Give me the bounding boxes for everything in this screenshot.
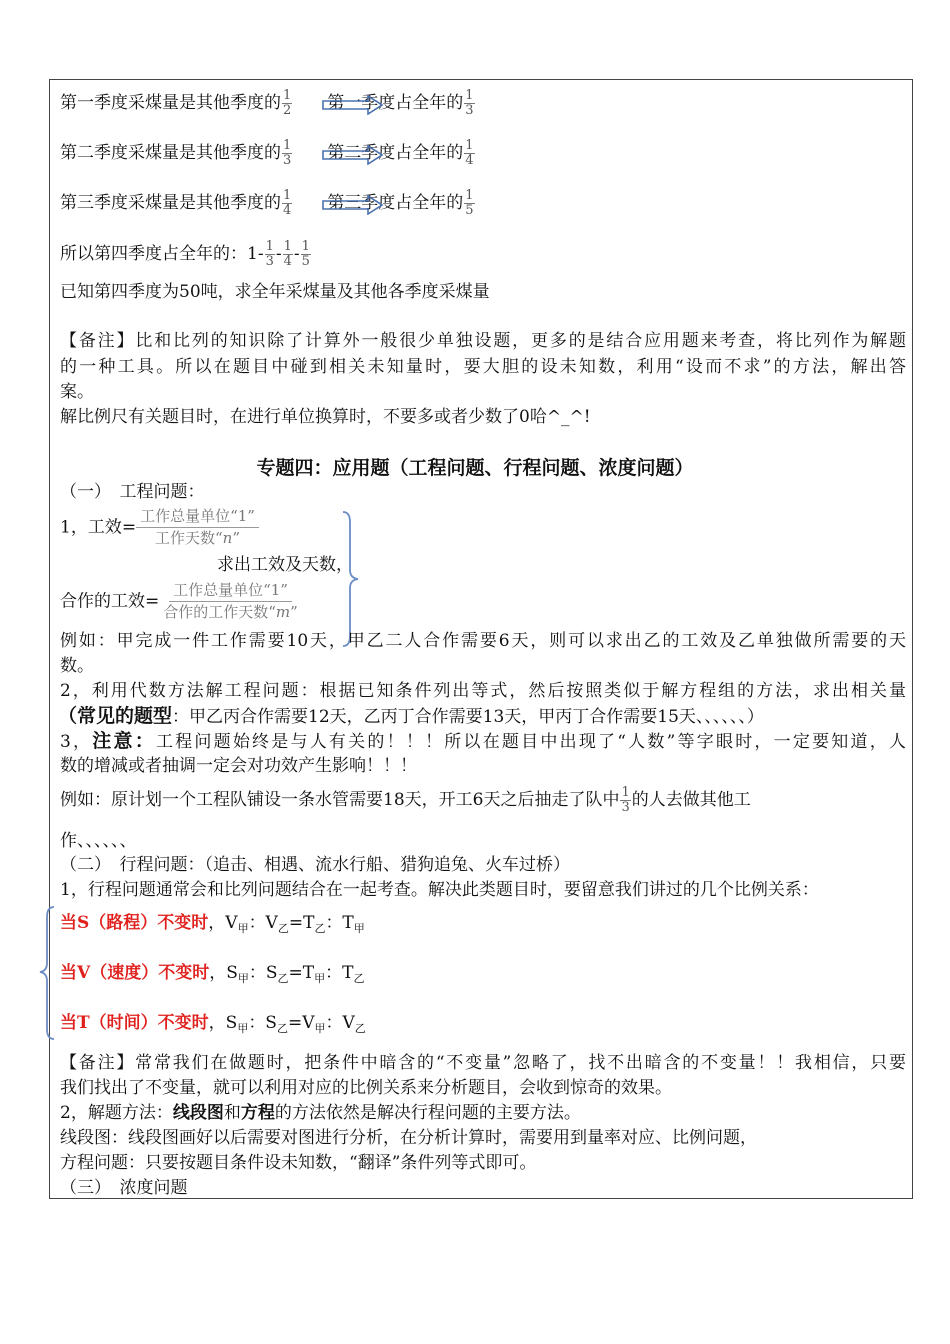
efficiency-days-text: 求出工效及天数， <box>217 555 353 575</box>
example-paragraph: 数。 <box>60 656 94 676</box>
ratio-rule-speed: 当V（速度）不变时，$S_甲$：$S_乙=T_甲$：$T_乙$ <box>60 963 365 985</box>
fraction: $\frac{1}{3}$ <box>621 785 630 815</box>
fraction: $\frac{1}{4}$ <box>465 138 474 168</box>
example-paragraph: 例如：甲完成一件工作需要10天，甲乙二人合作需要6天，则可以求出乙的工效及乙单独做所需要的天 <box>60 631 906 651</box>
left-brace-icon <box>38 905 58 1041</box>
note-paragraph: 的一种工具。所以在题目中碰到相关未知量时，要大胆的设未知数，利用“设而不求”的方法，解出答 <box>60 357 906 377</box>
known-line: 已知第四季度为50吨，求全年采煤量及其他各季度采煤量 <box>60 282 490 302</box>
right-arrow-icon <box>322 95 384 115</box>
note-paragraph: 案。 <box>60 382 94 402</box>
ratio-rule-time: 当T（时间）不变时，$S_甲$：$S_乙=V_甲$：$V_乙$ <box>60 1013 366 1035</box>
travel-heading: （二） 行程问题：（追击、相遇、流水行船、猎狗追兔、火车过桥） <box>60 855 570 875</box>
right-brace-icon <box>340 510 362 650</box>
attention-line: 数的增减或者抽调一定会对功效产生影响！！！ <box>60 756 417 776</box>
engineering-heading: （一） 工程问题： <box>60 482 205 502</box>
method-paragraph: 2，利用代数方法解工程问题：根据已知条件列出等式，然后按照类似于解方程组的方法，求出相关量 <box>60 681 906 701</box>
note-paragraph: 我们找出了不变量，就可以利用对应的比例关系来分析题目，会收到惊奇的效果。 <box>60 1078 672 1098</box>
section-title: 专题四：应用题（工程问题、行程问题、浓度问题） <box>256 457 694 479</box>
method-line: 2，解题方法：线段图和方程的方法依然是解决行程问题的主要方法。 <box>60 1103 581 1123</box>
ratio-rule-distance: 当S（路程）不变时，$V_甲$：$V_乙=T_乙$：$T_甲$ <box>60 913 365 935</box>
right-arrow-icon <box>322 145 384 165</box>
fraction: $\frac{\text{工作总量单位“1”}}{\text{工作天数“n”}}$ <box>136 506 259 549</box>
right-arrow-icon <box>322 195 384 215</box>
concentration-heading: （三） 浓度问题 <box>60 1178 188 1198</box>
fraction: $\frac{1}{3}$ <box>265 239 274 269</box>
ratio-line-1: 第一季度采煤量是其他季度的 $\frac{1}{2}$ 第一季度占全年的 $\frac{1}{3}$ <box>60 88 474 118</box>
fraction: $\frac{1}{5}$ <box>465 188 474 218</box>
ratio-line-2: 第二季度采煤量是其他季度的 $\frac{1}{3}$ 第二季度占全年的 $\frac{1}{4}$ <box>60 138 474 168</box>
equation-line: 方程问题：只要按题目条件设未知数，“翻译”条件列等式即可。 <box>60 1153 537 1173</box>
common-types-line: （常见的题型：甲乙丙合作需要12天，乙丙丁合作需要13天，甲丙丁合作需要15天、、、、、、） <box>58 705 764 727</box>
note-paragraph: 【备注】比和比列的知识除了计算外一般很少单独设题，更多的是结合应用题来考查，将比列作为解题 <box>60 331 906 351</box>
fraction: $\frac{1}{3}$ <box>465 88 474 118</box>
cooperation-formula: 合作的工效= $\frac{\text{工作总量单位“1”}}{\text{合作的工作天数“m”}}$ <box>60 580 302 623</box>
ratio-line-3: 第三季度采煤量是其他季度的 $\frac{1}{4}$ 第三季度占全年的 $\frac{1}{5}$ <box>60 188 474 218</box>
fraction: $\frac{1}{2}$ <box>283 88 292 118</box>
fraction: $\frac{1}{4}$ <box>283 188 292 218</box>
efficiency-formula: 1，工效= $\frac{\text{工作总量单位“1”}}{\text{工作天数“n”}}$ <box>60 506 259 549</box>
fraction: $\frac{1}{3}$ <box>283 138 292 168</box>
fourth-quarter-line: 所以第四季度占全年的：1- $\frac{1}{3}$ - $\frac{1}{4}$ - $\frac{1}{5}$ <box>60 239 310 269</box>
fraction: $\frac{\text{工作总量单位“1”}}{\text{合作的工作天数“m”}}$ <box>163 581 298 621</box>
example-paragraph: 作、、、、、、 <box>60 831 137 851</box>
segment-diagram-line: 线段图：线段图画好以后需要对图进行分析，在分析计算时，需要用到量率对应、比例问题， <box>60 1128 757 1148</box>
example-paragraph: 例如：原计划一个工程队铺设一条水管需要18天，开工6天之后抽走了队中 $\frac{1}{3}$ 的人去做其他工 <box>60 785 751 815</box>
fraction: $\frac{1}{5}$ <box>301 239 310 269</box>
attention-line: 3，注意：工程问题始终是与人有关的！！！所以在题目中出现了“人数”等字眼时，一定要知道，人 <box>60 730 906 752</box>
fraction: $\frac{1}{4}$ <box>283 239 292 269</box>
note-paragraph: 【备注】常常我们在做题时，把条件中暗含的“不变量”忽略了，找不出暗含的不变量！！我相信，只要 <box>60 1053 906 1073</box>
note-paragraph: 解比例尺有关题目时，在进行单位换算时，不要多或者少数了0哈^_^! <box>60 407 591 427</box>
travel-paragraph: 1，行程问题通常会和比列问题结合在一起考查。解决此类题目时，要留意我们讲过的几个比例关系： <box>60 880 819 900</box>
